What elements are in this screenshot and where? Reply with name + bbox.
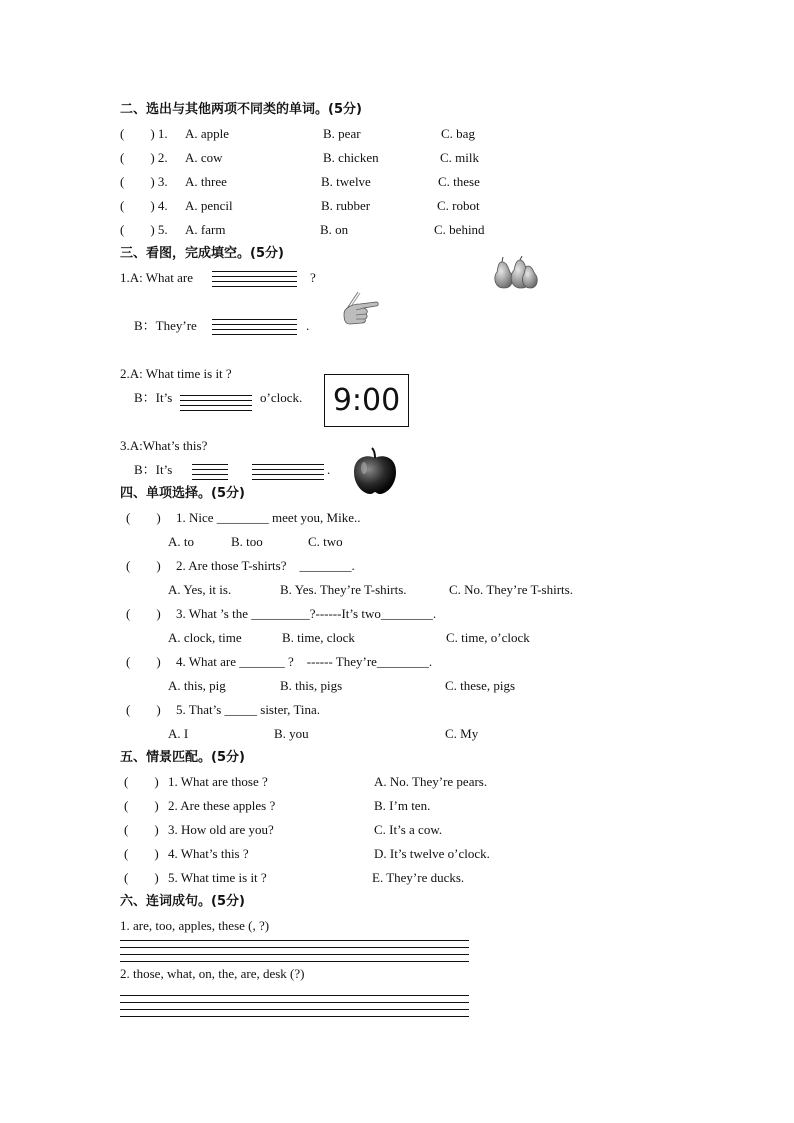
- s2-q1-number: ( ) 1.: [120, 126, 168, 141]
- s2-q4-option-c: C. robot: [437, 198, 480, 213]
- s4-q2-option-b: B. Yes. They’re T-shirts.: [280, 582, 407, 597]
- s4-q1-option-a: A. to: [168, 534, 194, 549]
- s4-q5-option-c: C. My: [445, 726, 479, 741]
- s4-q5-stem: 5. That’s _____ sister, Tina.: [176, 702, 321, 717]
- s6-q2-words: 2. those, what, on, the, are, desk (?): [120, 966, 305, 981]
- s4-q5-option-a: A. I: [168, 726, 189, 741]
- s3-q2-answer: B：It’s: [134, 390, 173, 405]
- s3-q1-answer: B：They’re: [134, 318, 197, 333]
- s3-q1a-punct: ?: [310, 270, 316, 285]
- s2-q4-number: ( ) 4.: [120, 198, 168, 213]
- apple-image: [350, 446, 400, 496]
- s3-q2-suffix: o’clock.: [260, 390, 303, 405]
- s3-q1a-writing-lines: [212, 271, 297, 291]
- s4-q3-stem: 3. What ’s the _________?------It’s two________.: [176, 606, 437, 621]
- s2-q1-option-a: A. apple: [185, 126, 230, 141]
- section-6-heading: 六、连词成句。(5分): [120, 894, 245, 909]
- s2-q3-option-c: C. these: [438, 174, 480, 189]
- s2-q5-option-c: C. behind: [434, 222, 485, 237]
- s2-q4-option-a: A. pencil: [185, 198, 233, 213]
- s2-q3-number: ( ) 3.: [120, 174, 168, 189]
- s4-q1-option-c: C. two: [308, 534, 343, 549]
- s4-q2-option-c: C. No. They’re T-shirts.: [449, 582, 573, 597]
- s4-q1-option-b: B. too: [231, 534, 263, 549]
- s3-q3-question: 3.A:What’s this?: [120, 438, 208, 453]
- s4-q3-bracket: ( ): [126, 606, 161, 621]
- s4-q5-option-b: B. you: [274, 726, 309, 741]
- s2-q1-option-b: B. pear: [323, 126, 361, 141]
- s3-q3-punct: .: [327, 462, 331, 477]
- s5-answer-e: E. They’re ducks.: [372, 870, 465, 885]
- s3-q3-writing-lines-1: [192, 464, 228, 484]
- s5-q3-bracket: ( ): [124, 822, 159, 837]
- s4-q5-bracket: ( ): [126, 702, 161, 717]
- s2-q5-option-a: A. farm: [185, 222, 226, 237]
- s2-q2-option-c: C. milk: [440, 150, 480, 165]
- clock-display: 9:00: [324, 374, 409, 427]
- s5-q3-question: 3. How old are you?: [168, 822, 274, 837]
- s4-q2-bracket: ( ): [126, 558, 161, 573]
- s4-q4-bracket: ( ): [126, 654, 161, 669]
- s4-q2-stem: 2. Are those T-shirts? ________.: [176, 558, 355, 573]
- s5-q5-bracket: ( ): [124, 870, 159, 885]
- s4-q3-option-a: A. clock, time: [168, 630, 242, 645]
- section-3-heading: 三、看图，完成填空。(5分): [120, 246, 284, 261]
- s5-q4-question: 4. What’s this ?: [168, 846, 249, 861]
- s4-q2-option-a: A. Yes, it is.: [168, 582, 232, 597]
- section-4-heading: 四、单项选择。(5分): [120, 486, 245, 501]
- s4-q1-bracket: ( ): [126, 510, 161, 525]
- s2-q2-option-a: A. cow: [185, 150, 223, 165]
- s4-q3-option-b: B. time, clock: [282, 630, 355, 645]
- s3-q1b-writing-lines: [212, 319, 297, 339]
- s5-q1-question: 1. What are those ?: [168, 774, 268, 789]
- pointing-hand-image: [338, 290, 380, 328]
- s2-q4-option-b: B. rubber: [321, 198, 371, 213]
- s5-q4-bracket: ( ): [124, 846, 159, 861]
- section-2-heading: 二、选出与其他两项不同类的单词。(5分): [120, 102, 362, 117]
- s3-q1-question: 1.A: What are: [120, 270, 194, 285]
- pears-image: [492, 256, 540, 290]
- s5-q1-bracket: ( ): [124, 774, 159, 789]
- s3-q1b-punct: .: [306, 318, 310, 333]
- s5-answer-b: B. I’m ten.: [374, 798, 431, 813]
- s4-q4-option-c: C. these, pigs: [445, 678, 516, 693]
- s3-q3-answer: B：It’s: [134, 462, 173, 477]
- s5-answer-c: C. It’s a cow.: [374, 822, 443, 837]
- s4-q4-option-a: A. this, pig: [168, 678, 226, 693]
- s5-q2-bracket: ( ): [124, 798, 159, 813]
- s2-q2-number: ( ) 2.: [120, 150, 168, 165]
- s6-q2-writing-lines: [120, 995, 469, 1023]
- s3-q3-writing-lines-2: [252, 464, 324, 484]
- s5-q5-question: 5. What time is it ?: [168, 870, 267, 885]
- s2-q3-option-a: A. three: [185, 174, 227, 189]
- s2-q5-number: ( ) 5.: [120, 222, 168, 237]
- s2-q3-option-b: B. twelve: [321, 174, 371, 189]
- s4-q4-option-b: B. this, pigs: [280, 678, 343, 693]
- s5-answer-a: A. No. They’re pears.: [374, 774, 488, 789]
- s4-q1-stem: 1. Nice ________ meet you, Mike..: [176, 510, 361, 525]
- s2-q5-option-b: B. on: [320, 222, 349, 237]
- s4-q3-option-c: C. time, o’clock: [446, 630, 530, 645]
- s3-q2-question: 2.A: What time is it ?: [120, 366, 232, 381]
- s5-answer-d: D. It’s twelve o’clock.: [374, 846, 490, 861]
- s2-q2-option-b: B. chicken: [323, 150, 379, 165]
- s4-q4-stem: 4. What are _______ ? ------ They’re________.: [176, 654, 433, 669]
- s6-q1-writing-lines: [120, 940, 469, 968]
- s6-q1-words: 1. are, too, apples, these (, ?): [120, 918, 270, 933]
- s2-q1-option-c: C. bag: [441, 126, 475, 141]
- s3-q2-writing-lines: [180, 395, 252, 415]
- s5-q2-question: 2. Are these apples ?: [168, 798, 276, 813]
- section-5-heading: 五、情景匹配。(5分): [120, 750, 245, 765]
